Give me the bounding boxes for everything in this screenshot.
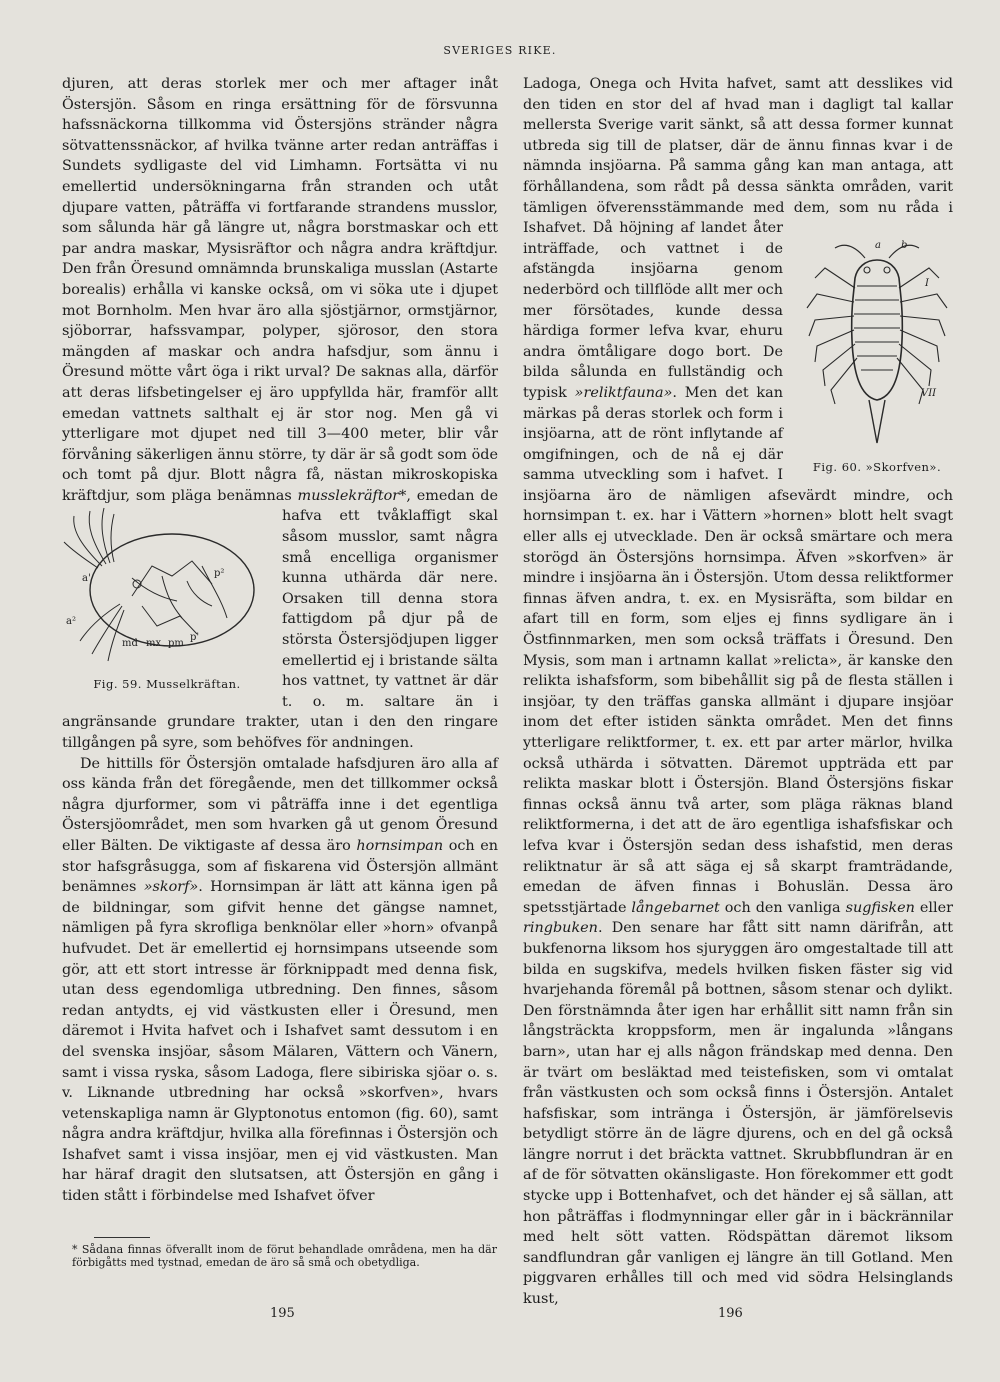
figure-60 — [795, 238, 959, 474]
fig60-label-b: b — [901, 240, 908, 251]
left-para2-b: och en stor hafsgråsugga, som af fiskarena vid Östersjön allmänt benämnes — [62, 837, 499, 896]
right-text-d: eller — [914, 899, 953, 916]
footnote: * Sådana finnas öfverallt inom de förut behandlade områdena, men ha där förbigåtts med tystnad, emedan de äro så små och obetydliga. — [72, 1243, 497, 1269]
left-para2-em-skorf: »skorf» — [143, 879, 199, 896]
left-column — [62, 74, 498, 1207]
right-em-ringbuken: ringbuken — [523, 920, 598, 937]
right-text-b: . Men det kan märkas på deras storlek och form i insjöarna, att de rönt inflytande af omgifningen, och de nå ej där samma utveckling som i hafvet. I insjöarna äro de nämligen afsevärdt mindre, och hornsimpan t. ex. har i Vättern »hornen» blott helt svagt eller alls ej utvecklade. Den är också smärtare och mera storögd än Östersjöns hornsimpa. Äfven »skorfven» är mindre i insjöarna än i Östersjön. Utom dessa reliktformer finnas äfven andra, t. ex. en Mysisräfta, som bildar en afart till en form, som eljes ej finns sydligare än i Östfinnmarken, men som också träffats i Öresund. Den Mysis, som man i artnamn kallat »relicta», är kanske den relikta ishafsform, som bibehållit sig på de flesta ställen i insjöar, ty den träffas ganska allmänt i djupare insjöar inom det efter istiden sänkta området. Men det finns ytterligare reliktformer, t. ex. ett par arter märlor, hvilka också uthärda i sötvatten. Däremot uppträda ett par relikta maskar blott i Östersjön. Bland Östersjöns fiskar finnas också ännu två arter, som pläga räknas bland reliktformerna, i det att de äro egentliga ishafsfiskar och lefva kvar i Östersjön sedan dess ishafstid, men deras reliktnatur är så att säga ej så skarpt framträdande, emedan de äfven finnas i Bohuslän. Dessa äro spetsstjärtade — [523, 384, 953, 916]
fig60-label-VII: VII — [921, 388, 937, 399]
fig59-label-a1: a' — [82, 573, 91, 585]
fig59-label-pm: pm — [168, 638, 184, 650]
left-text-part1-rest: , emedan de hafva ett tvåklaffigt skal såsom musslor, samt några små encelliga organismer kunna uthärda där nere. Orsaken till denna stora fattigdom på djur på de största Östersjödjupen ligger emellertid ej i bristande sälta hos vattnet, ty vattnet är där t. o. m. saltare än i angränsande grundare trakter, utan i den den ringare tillgången på syre, som behöfves för andningen. — [62, 487, 498, 751]
skorfven-illustration — [795, 238, 959, 454]
left-para2-em-hornsimpan: hornsimpan — [356, 837, 444, 854]
musselkraftan-illustration — [62, 506, 272, 672]
right-em-sugfisken: sugfisken — [845, 899, 915, 916]
right-text-c: och den vanliga — [719, 899, 846, 916]
right-text-e: . Den senare har fått sitt namn därifrån, att bukfenorna liksom hos sjuryggen äro omgestaltade till att bilda en sugskifva, medels hvilken fisken fäster sig vid hvarjehanda föremål på bottnen, såsom stenar och dylikt. Den förstnämnda åter igen har erhållit sitt namn från sin långsträckta kroppsform, men är ingalunda »långans barn», utan har ej alls någon frändskap med denna. Den är tvärt om besläktad med teistefisken, som vi omtalat från västkusten och som också finns i Östersjön. Antalet hafsfiskar, som inträngа i Östersjön, är jämförelsevis betydligt större än de lägre djurens, och en del gå också längre norrut i det bräckta vattnet. Skrubbflundran är en af de för sötvatten okänsligaste. Hon förekommer ett godt stycke upp i Bottenhafvet, och det händer ej så sällan, att hon påträffas i flodmynningar eller går in i bäckrännilar med helt sött vatten. Rödspättan däremot liksom sandflundran går vanligen ej längre än till Gotland. Men piggvaren erhålles till och med vid södra Helsinglands kust, — [523, 920, 953, 1308]
page-number-right: 196 — [718, 1306, 743, 1321]
figure-60-caption: Fig. 60. »Skorfven». — [812, 460, 942, 474]
fig59-label-p1: p' — [190, 632, 200, 644]
figure-59 — [62, 506, 272, 694]
left-text-em-musslekraftor: musslekräftor* — [297, 487, 407, 504]
running-header: SVERIGES RIKE. — [443, 44, 557, 57]
fig59-label-a2: a² — [66, 616, 76, 628]
left-para2-a: De hittills för Östersjön omtalade hafsdjuren äro alla af oss kända från det föregående, men det tillkommer också några djurformer, som vi påträffa inne i det egentliga Östersjöområdet, men som hvarken gå ut genom Öresund eller Bälten. De viktigaste af dessa äro — [62, 755, 498, 854]
right-em-langebarnet: långebarnet — [631, 899, 720, 916]
footnote-rule — [94, 1237, 150, 1238]
fig59-label-md: md — [122, 638, 138, 650]
fig59-label-p2: p² — [214, 568, 225, 580]
left-text-part1: djuren, att deras storlek mer och mer aftager inåt Östersjön. Såsom en ringa ersättning för de försvunna hafssnäckorna tillkomma vid Östersjöns stränder några sötvattenssnäckor, af hvilka tvänne arter redan anträffas i Sundets sydligaste del vid Limhamn. Fortsätta vi nu emellertid undersökningarna från stranden och utåt djupare vatten, påträffa vi fortfarande strandens musslor, som sålunda här gå längre ut, några borstmaskar och ett par andra maskar, Mysisräftor och några andra kräftdjur. Den från Öresund omnämnda brunskaliga musslan (Astarte borealis) erhålla vi kanske också, om vi söka ute i djupet mot Bornholm. Men hvar äro alla sjöstjärnor, ormstjärnor, sjöborrar, hafssvampar, polyper, sjörosor, den stora mängden af maskar och andra hafsdjur, som ännu i Öresund mötte vårt öga i rikt urval? De saknas alla, därför att deras lifsbetingelser ej äro uppfyllda här, framför allt emedan vattnets salthalt ej är stor nog. Men gå vi ytterligare mot djupet ned till 3—400 meter, blir vår förvåning säkerligen ännu större, ty där är så godt som öde och tomt på djur. Blott några få, nästan mikroskopiska kräftdjur, som pläga benämnas — [62, 76, 498, 504]
left-para2-c: . Hornsimpan är lätt att känna igen på de bildningar, som gifvit henne det gängse namnet, nämligen på fyra skrofliga benknölar eller »horn» ofvanpå hufvudet. Det är emellertid ej hornsimpans utseende som gör, att ett stort intresse är förknippadt med denna fisk, utan dess egendomliga utbredning. Den finnes, såsom redan antydts, ej vid västkusten eller i Öresund, men däremot i Hvita hafvet och i Ishafvet samt dessutom i en del svenska insjöar, såsom Mälaren, Vättern och Vänern, samt i vissa ryska, såsom Ladoga, flere sibiriska sjöar o. s. v. Liknande utbredning har också »skorfven», hvars vetenskapliga namn är Glyptonotus entomon (fig. 60), samt några andra kräftdjur, hvilka alla förefinnas i Östersjön och Ishafvet samt i vissa insjöar, men ej vid västkusten. Man har häraf dragit den slutsatsen, att Östersjön en gång i tiden stått i förbindelse med Ishafvet öfver — [62, 879, 498, 1205]
page-number-left: 195 — [270, 1306, 295, 1321]
figure-59-caption: Fig. 59. Musselkräftan. — [93, 677, 241, 692]
fig59-label-mx: mx — [146, 638, 162, 650]
right-em-reliktfauna: »reliktfauna» — [574, 384, 673, 401]
right-text-a: Ladoga, Onega och Hvita hafvet, samt att desslikes vid den tiden en stor del af hvad man i dagligt tal kallar mellersta Sverige varit sänkt, så att dessa former kunnat utbreda sig till de platser, där de ännu finnas kvar i de nämnda insjöarna. På samma gång kan man antaga, att förhållandena, som rådt på dessa sänkta områden, varit tämligen öfverensstämmande med dem, som nu råda i Ishafvet. Då höjning af landet åter inträffade, och vattnet i de afstängda insjöarna genom nederbörd och tillflöde allt mer och mer försötades, kunde dessa härdiga former lefva kvar, ehuru andra ömtåligare dogo bort. De bilda sålunda en fullständig och typisk — [523, 76, 953, 401]
fig60-label-I: I — [925, 278, 929, 289]
fig60-label-a: a — [875, 240, 881, 251]
